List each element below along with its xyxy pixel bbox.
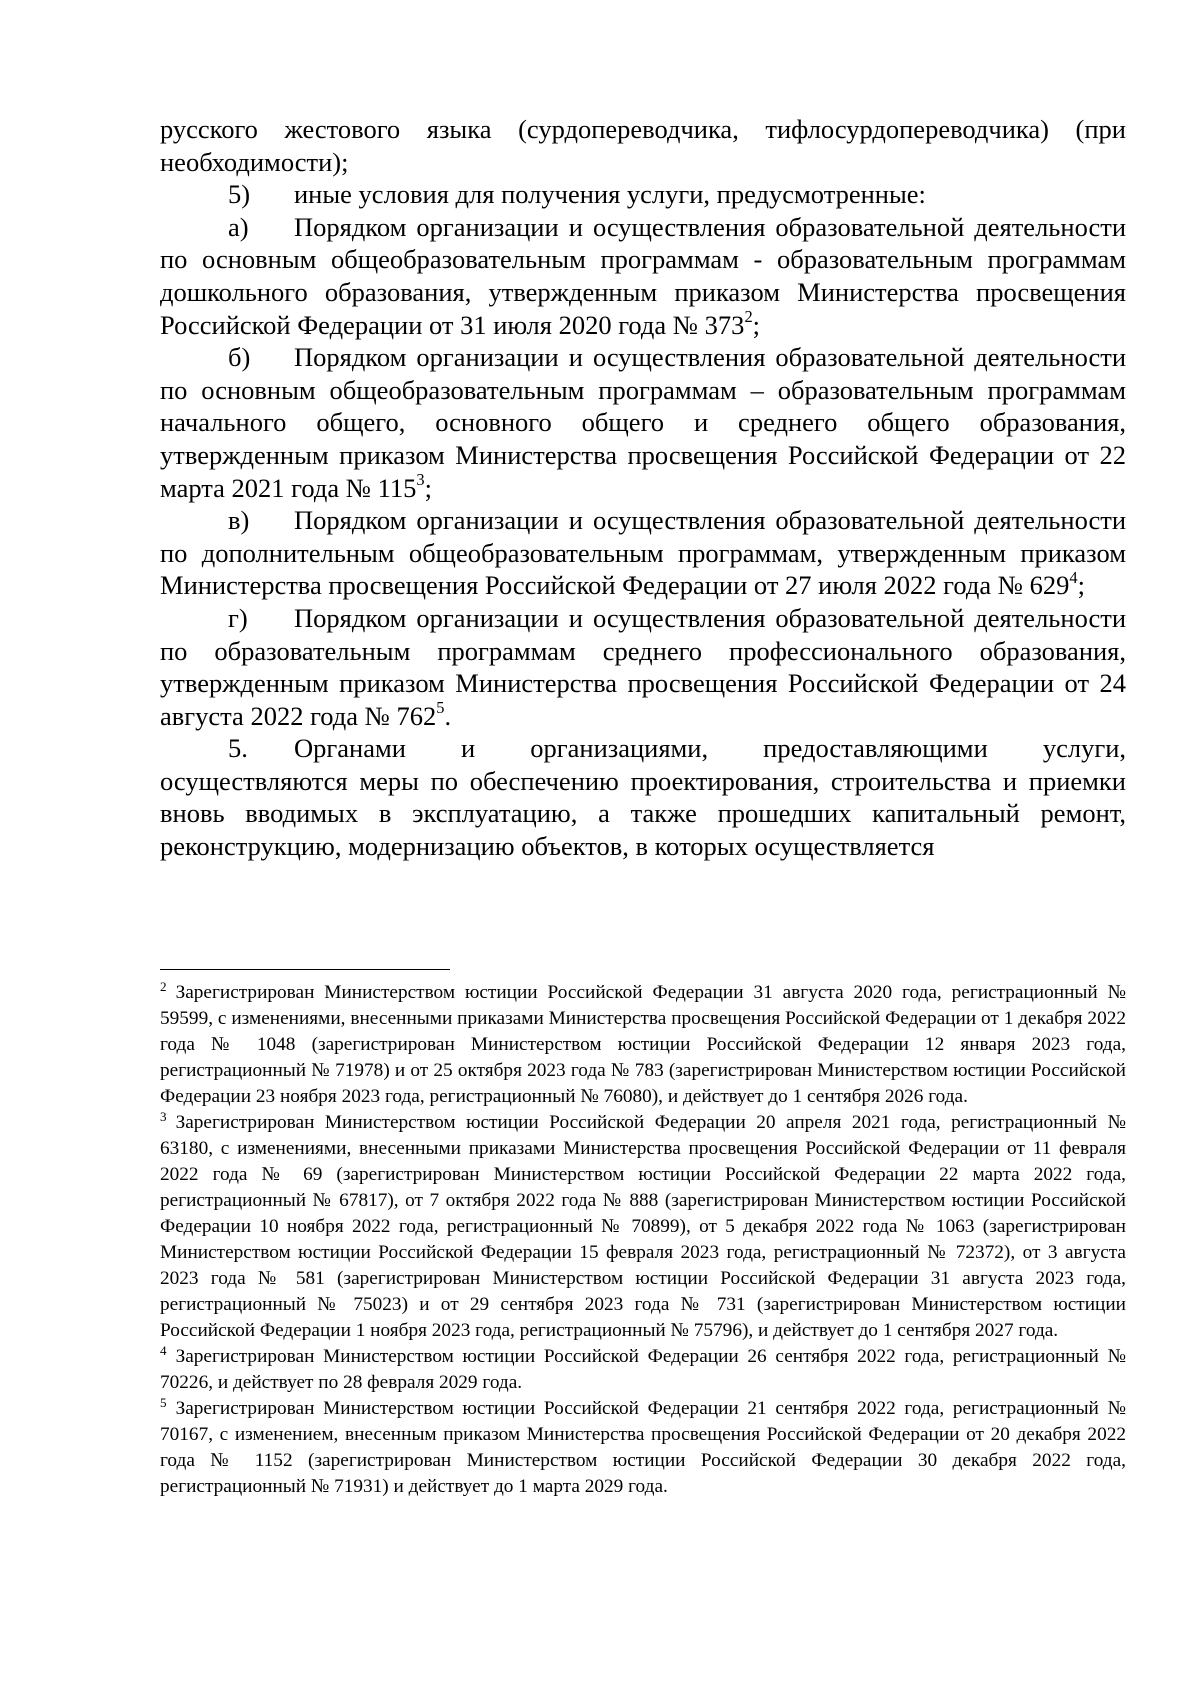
footnote-ref: 3: [416, 470, 425, 490]
footnote-ref: 2: [744, 307, 753, 327]
footnote: [160, 980, 1126, 1110]
item-marker: 5.: [228, 733, 248, 764]
paragraph-tail: .: [444, 700, 452, 731]
paragraph: [160, 602, 1126, 732]
paragraph-tail: ;: [752, 309, 761, 340]
item-marker: в): [228, 505, 250, 536]
footnote-ref: 5: [436, 698, 445, 718]
footnotes: [160, 980, 1126, 1500]
footnote-number: 5: [160, 1394, 167, 1410]
footnote: [160, 1110, 1126, 1344]
footnote: [160, 1344, 1126, 1396]
paragraph-text: Порядком организации и осуществления образовательной деятельности по образовательным программам среднего профессионального образования, утвержденным приказом Министерства просвещения Российской Федерации от 24 августа 2022 года № 762: [160, 602, 1126, 731]
paragraph-tail: ;: [424, 472, 433, 503]
footnote-ref: 4: [1069, 567, 1078, 587]
footnote: [160, 1396, 1126, 1500]
paragraph-text: Порядком организации и осуществления образовательной деятельности по дополнительным общеобразовательным программам, утвержденным приказом Министерства просвещения Российской Федерации от 27 июля 2022 года № 629: [160, 505, 1126, 601]
paragraph-tail: ;: [1077, 570, 1085, 601]
paragraph-text: русского жестового языка (сурдопереводчика, тифлосурдопереводчика) (при необходимости);: [160, 114, 1126, 177]
paragraph-text: Органами и организациями, предоставляющими услуги, осуществляются меры по обеспечению проектирования, строительства и приемки вновь вводимых в эксплуатацию, а также прошедших капитальный ремонт, реконструкцию, модернизацию объектов, в которых осуществляется: [160, 733, 1126, 862]
paragraph: [160, 732, 1126, 862]
paragraph-text: иные условия для получения услуги, предусмотренные:: [294, 179, 926, 210]
footnote-number: 4: [160, 1342, 167, 1358]
footnote-number: 3: [160, 1108, 167, 1124]
paragraph: [160, 113, 1126, 178]
footnote-text: Зарегистрирован Министерством юстиции Российской Федерации 21 сентября 2022 года, регистрационный № 70167, с изменением, внесенным приказом Министерства просвещения Российской Федерации от 20 декабря 2022 года № 1152 (зарегистрирован Министерством юстиции Российской Федерации 30 декабря 2022 года, регистрационный № 71931) и действует до 1 марта 2029 года.: [160, 1398, 1126, 1497]
footnote-text: Зарегистрирован Министерством юстиции Российской Федерации 20 апреля 2021 года, регистрационный № 63180, с изменениями, внесенными приказами Министерства просвещения Российской Федерации от 11 февраля 2022 года № 69 (зарегистрирован Министерством юстиции Российской Федерации 22 марта 2022 года, регистрационный № 67817), от 7 октября 2022 года № 888 (зарегистрирован Министерством юстиции Российской Федерации 10 ноября 2022 года, регистрационный № 70899), от 5 декабря 2022 года № 1063 (зарегистрирован Министерством юстиции Российской Федерации 15 февраля 2023 года, регистрационный № 72372), от 3 августа 2023 года № 581 (зарегистрирован Министерством юстиции Российской Федерации 31 августа 2023 года, регистрационный № 75023) и от 29 сентября 2023 года № 731 (зарегистрирован Министерством юстиции Российской Федерации 1 ноября 2023 года, регистрационный № 75796), и действует до 1 сентября 2027 года.: [160, 1112, 1126, 1341]
footnote-separator: [160, 969, 450, 970]
item-marker: г): [228, 602, 248, 633]
paragraph-text: Порядком организации и осуществления образовательной деятельности по основным общеобразовательным программам - образовательным программам дошкольного образования, утвержденным приказом Министерства просвещения Российской Федерации от 31 июля 2020 года № 373: [160, 211, 1126, 340]
item-marker: а): [228, 211, 249, 242]
item-marker: б): [228, 342, 251, 373]
paragraph: [160, 504, 1126, 602]
body-text: [160, 113, 1126, 863]
paragraph: [160, 178, 1126, 211]
paragraph: [160, 211, 1126, 341]
footnote-number: 2: [160, 978, 167, 994]
footnote-text: Зарегистрирован Министерством юстиции Российской Федерации 26 сентября 2022 года, регистрационный № 70226, и действует по 28 февраля 2029 года.: [160, 1346, 1126, 1393]
paragraph: [160, 341, 1126, 504]
paragraph-text: Порядком организации и осуществления образовательной деятельности по основным общеобразовательным программам – образовательным программам начального общего, основного общего и среднего общего образования, утвержденным приказом Министерства просвещения Российской Федерации от 22 марта 2021 года № 115: [160, 342, 1126, 503]
item-marker: 5): [228, 179, 251, 210]
footnote-text: Зарегистрирован Министерством юстиции Российской Федерации 31 августа 2020 года, регистрационный № 59599, с изменениями, внесенными приказами Министерства просвещения Российской Федерации от 1 декабря 2022 года № 1048 (зарегистрирован Министерством юстиции Российской Федерации 12 января 2023 года, регистрационный № 71978) и от 25 октября 2023 года № 783 (зарегистрирован Министерством юстиции Российской Федерации 23 ноября 2023 года, регистрационный № 76080), и действует до 1 сентября 2026 года.: [160, 982, 1126, 1107]
